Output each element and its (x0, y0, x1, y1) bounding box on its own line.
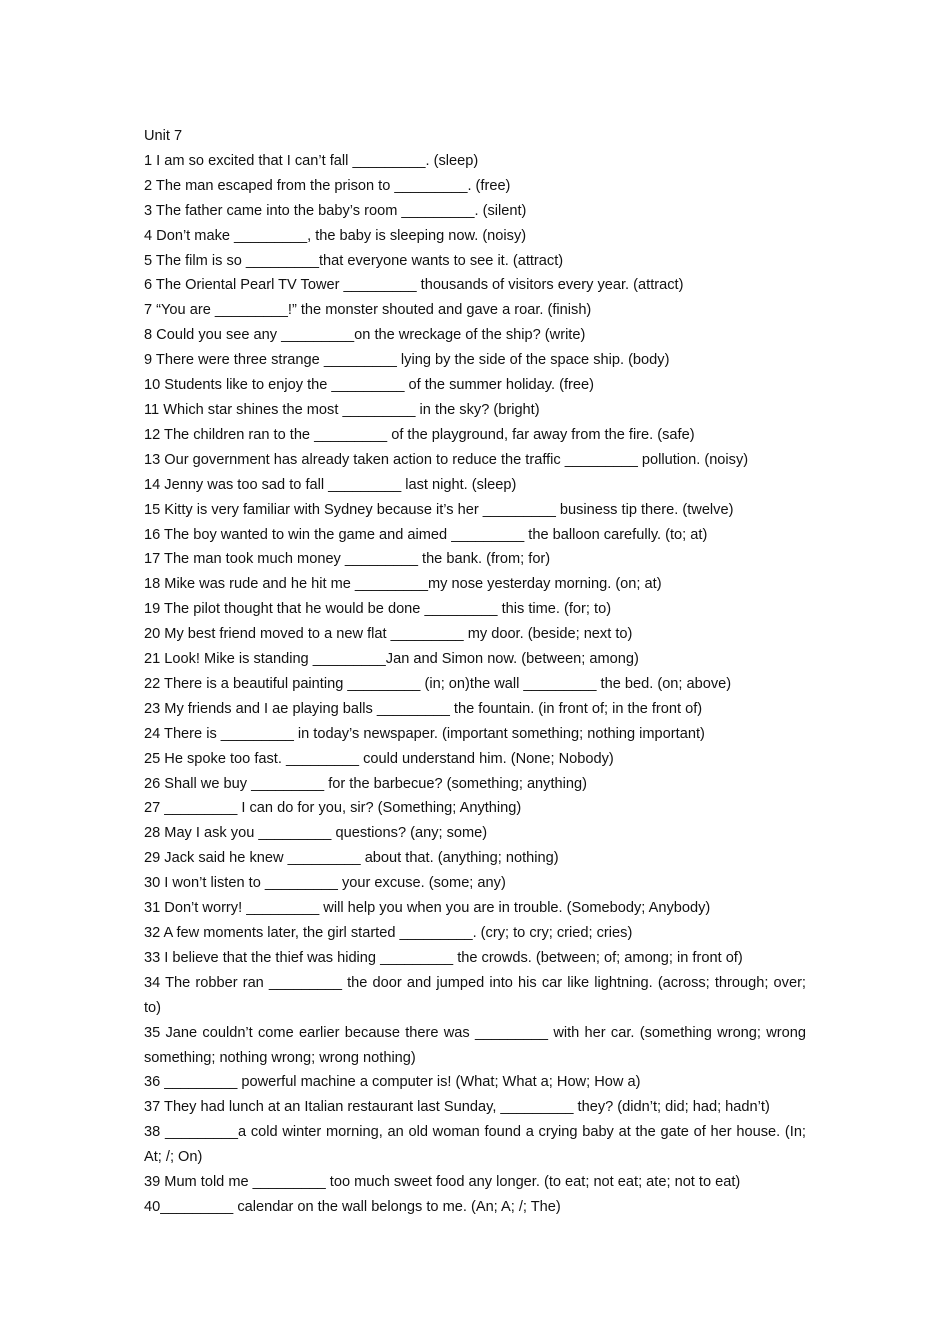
question-37: 37 They had lunch at an Italian restaurant last Sunday, _________ they? (didn’t; did; had; hadn’t) (144, 1099, 770, 1116)
question-2: 2 The man escaped from the prison to _________. (free) (144, 177, 511, 194)
question-39: 39 Mum told me _________ too much sweet food any longer. (to eat; not eat; ate; not to eat) (144, 1174, 741, 1191)
question-3: 3 The father came into the baby’s room _________. (silent) (144, 202, 527, 219)
question-32: 32 A few moments later, the girl started _________. (cry; to cry; cried; cries) (144, 925, 633, 941)
question-34: 34 The robber ran _________ the door and jumped into his car like lightning. (across; through; over; to) (144, 974, 806, 1016)
question-33: 33 I believe that the thief was hiding _________ the crowds. (between; of; among; in front of) (144, 949, 743, 966)
question-26: 26 Shall we buy _________ for the barbecue? (something; anything) (144, 775, 587, 792)
question-4: 4 Don’t make _________, the baby is sleeping now. (noisy) (144, 227, 527, 244)
question-18: 18 Mike was rude and he hit me _________my nose yesterday morning. (on; at) (144, 576, 662, 593)
question-40: 40_________ calendar on the wall belongs to me. (An; A; /; The) (144, 1198, 561, 1215)
question-14: 14 Jenny was too sad to fall _________ last night. (sleep) (144, 476, 517, 493)
question-25: 25 He spoke too fast. _________ could understand him. (None; Nobody) (144, 750, 614, 767)
question-1: 1 I am so excited that I can’t fall _________. (sleep) (144, 152, 479, 169)
question-10: 10 Students like to enjoy the _________ of the summer holiday. (free) (144, 377, 594, 394)
question-13: 13 Our government has already taken action to reduce the traffic _________ pollution. (noisy) (144, 451, 749, 468)
question-27: 27 _________ I can do for you, sir? (Something; Anything) (144, 800, 522, 817)
question-29: 29 Jack said he knew _________ about that. (anything; nothing) (144, 850, 559, 867)
question-19: 19 The pilot thought that he would be done _________ this time. (for; to) (144, 601, 612, 618)
question-15: 15 Kitty is very familiar with Sydney because it’s her _________ business tip there. (twelve) (144, 501, 734, 518)
question-36: 36 _________ powerful machine a computer is! (What; What a; How; How a) (144, 1074, 641, 1091)
question-22: 22 There is a beautiful painting _________ (in; on)the wall _________ the bed. (on; above) (144, 675, 732, 692)
question-20: 20 My best friend moved to a new flat _________ my door. (beside; next to) (144, 626, 633, 643)
unit-title: Unit 7 (144, 128, 183, 144)
question-7: 7 “You are _________!” the monster shouted and gave a roar. (finish) (144, 302, 592, 319)
question-28: 28 May I ask you _________ questions? (any; some) (144, 825, 488, 842)
question-30: 30 I won’t listen to _________ your excuse. (some; any) (144, 875, 506, 892)
question-21: 21 Look! Mike is standing _________Jan and Simon now. (between; among) (144, 651, 639, 668)
question-38: 38 _________a cold winter morning, an old woman found a crying baby at the gate of her house. (In; At; /; On) (144, 1124, 806, 1166)
question-16: 16 The boy wanted to win the game and aimed _________ the balloon carefully. (to; at) (144, 526, 708, 543)
question-24: 24 There is _________ in today’s newspaper. (important something; nothing important) (144, 725, 705, 742)
question-6: 6 The Oriental Pearl TV Tower _________ thousands of visitors every year. (attract) (144, 277, 684, 294)
question-5: 5 The film is so _________that everyone wants to see it. (attract) (144, 252, 564, 269)
question-31: 31 Don’t worry! _________ will help you when you are in trouble. (Somebody; Anybody) (144, 900, 711, 917)
question-8: 8 Could you see any _________on the wreckage of the ship? (write) (144, 327, 586, 344)
question-12: 12 The children ran to the _________ of the playground, far away from the fire. (safe) (144, 426, 695, 443)
question-11: 11 Which star shines the most _________ in the sky? (bright) (144, 401, 540, 418)
question-23: 23 My friends and I ae playing balls _________ the fountain. (in front of; in the front of) (144, 700, 703, 717)
document-page (144, 124, 806, 1220)
question-9: 9 There were three strange _________ lying by the side of the space ship. (body) (144, 352, 670, 369)
question-35: 35 Jane couldn’t come earlier because there was _________ with her car. (something wrong; wrong something; nothing wrong; wrong nothing) (144, 1024, 806, 1066)
question-17: 17 The man took much money _________ the bank. (from; for) (144, 551, 551, 568)
